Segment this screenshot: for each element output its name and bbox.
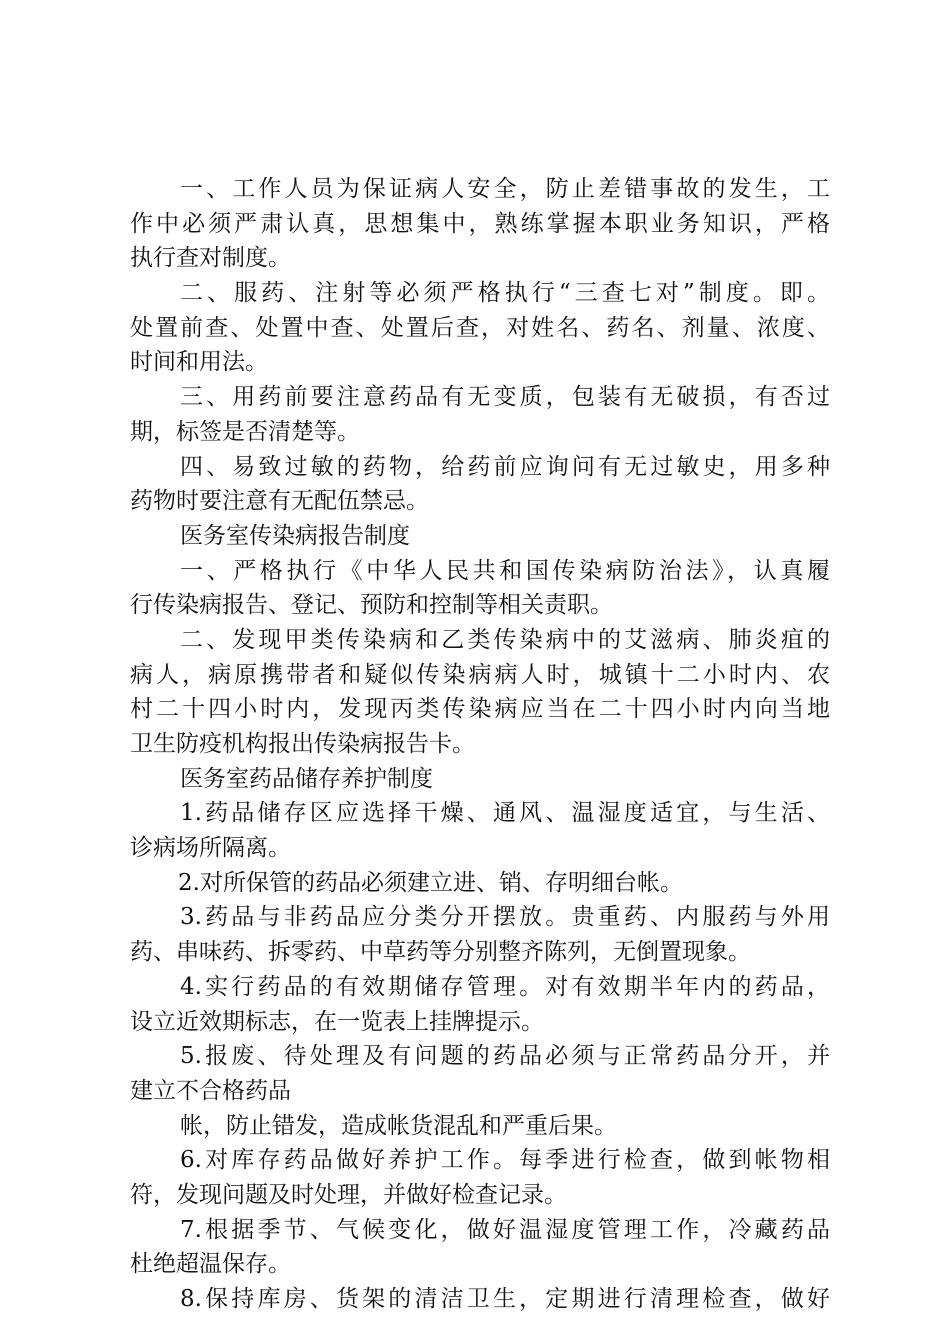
text-line: 卫生防疫机构报出传染病报告卡。 — [130, 731, 475, 757]
text-line: 二、发现甲类传染病和乙类传染病中的艾滋病、肺炎疽的 — [180, 626, 830, 653]
text-line: 时间和用法。 — [130, 349, 268, 376]
text-line: 符，发现问题及时处理，并做好检查记录。 — [130, 1181, 567, 1208]
text-line: 设立近效期标志，在一览表上挂牌提示。 — [130, 1008, 544, 1035]
text-line: 1.药品储存区应选择干燥、通风、温湿度适宜，与生活、 — [180, 800, 830, 827]
section-heading: 医务室药品储存养护制度 — [180, 765, 433, 792]
text-line: 一、工作人员为保证病人安全，防止差错事故的发生，工 — [180, 176, 830, 202]
text-line: 5.报废、待处理及有问题的药品必须与正常药品分开，并 — [180, 1043, 830, 1070]
text-line: 三、用药前要注意药品有无变质，包装有无破损，有否过 — [180, 384, 830, 411]
text-line: 4.实行药品的有效期储存管理。对有效期半年内的药品， — [180, 973, 830, 1000]
text-line: 四、易致过敏的药物，给药前应询问有无过敏史，用多种 — [180, 453, 830, 480]
text-line: 8.保持库房、货架的清洁卫生，定期进行清理检查，做好 — [180, 1286, 830, 1312]
text-line: 期，标签是否清楚等。 — [130, 418, 360, 445]
text-line: 7.根据季节、气候变化，做好温湿度管理工作，冷藏药品 — [180, 1216, 830, 1243]
text-line: 作中必须严肃认真，思想集中，熟练掌握本职业务知识，严格 — [130, 210, 830, 237]
text-line: 建立不合格药品 — [130, 1077, 291, 1104]
text-line: 村二十四小时内，发现丙类传染病应当在二十四小时内向当地 — [130, 696, 830, 723]
text-line: 诊病场所隔离。 — [130, 835, 291, 862]
text-line: 病人，病原携带者和疑似传染病病人时，城镇十二小时内、农 — [130, 661, 830, 688]
text-line: 药物时要注意有无配伍禁忌。 — [130, 488, 429, 515]
text-line: 一、严格执行《中华人民共和国传染病防治法》，认真履 — [180, 557, 830, 584]
text-line: 3.药品与非药品应分类分开摆放。贵重药、内服药与外用 — [180, 904, 830, 931]
text-line: 二、服药、注射等必须严格执行“三查七对”制度。即。 — [180, 280, 830, 307]
text-line: 帐，防止错发，造成帐货混乱和严重后果。 — [180, 1112, 617, 1139]
text-line: 6.对库存药品做好养护工作。每季进行检查，做到帐物相 — [180, 1147, 830, 1174]
text-line: 行传染病报告、登记、预防和控制等相关责职。 — [130, 592, 613, 619]
text-line: 执行查对制度。 — [130, 245, 291, 272]
text-line: 2.对所保管的药品必须建立进、销、存明细台帐。 — [178, 869, 683, 896]
text-line: 杜绝超温保存。 — [130, 1251, 291, 1278]
document-body — [130, 172, 830, 1317]
text-line: 处置前查、处置中查、处置后查，对姓名、药名、剂量、浓度、 — [130, 314, 830, 341]
text-line: 药、串味药、拆零药、中草药等分别整齐陈列，无倒置现象。 — [130, 939, 751, 966]
section-heading: 医务室传染病报告制度 — [180, 522, 410, 549]
